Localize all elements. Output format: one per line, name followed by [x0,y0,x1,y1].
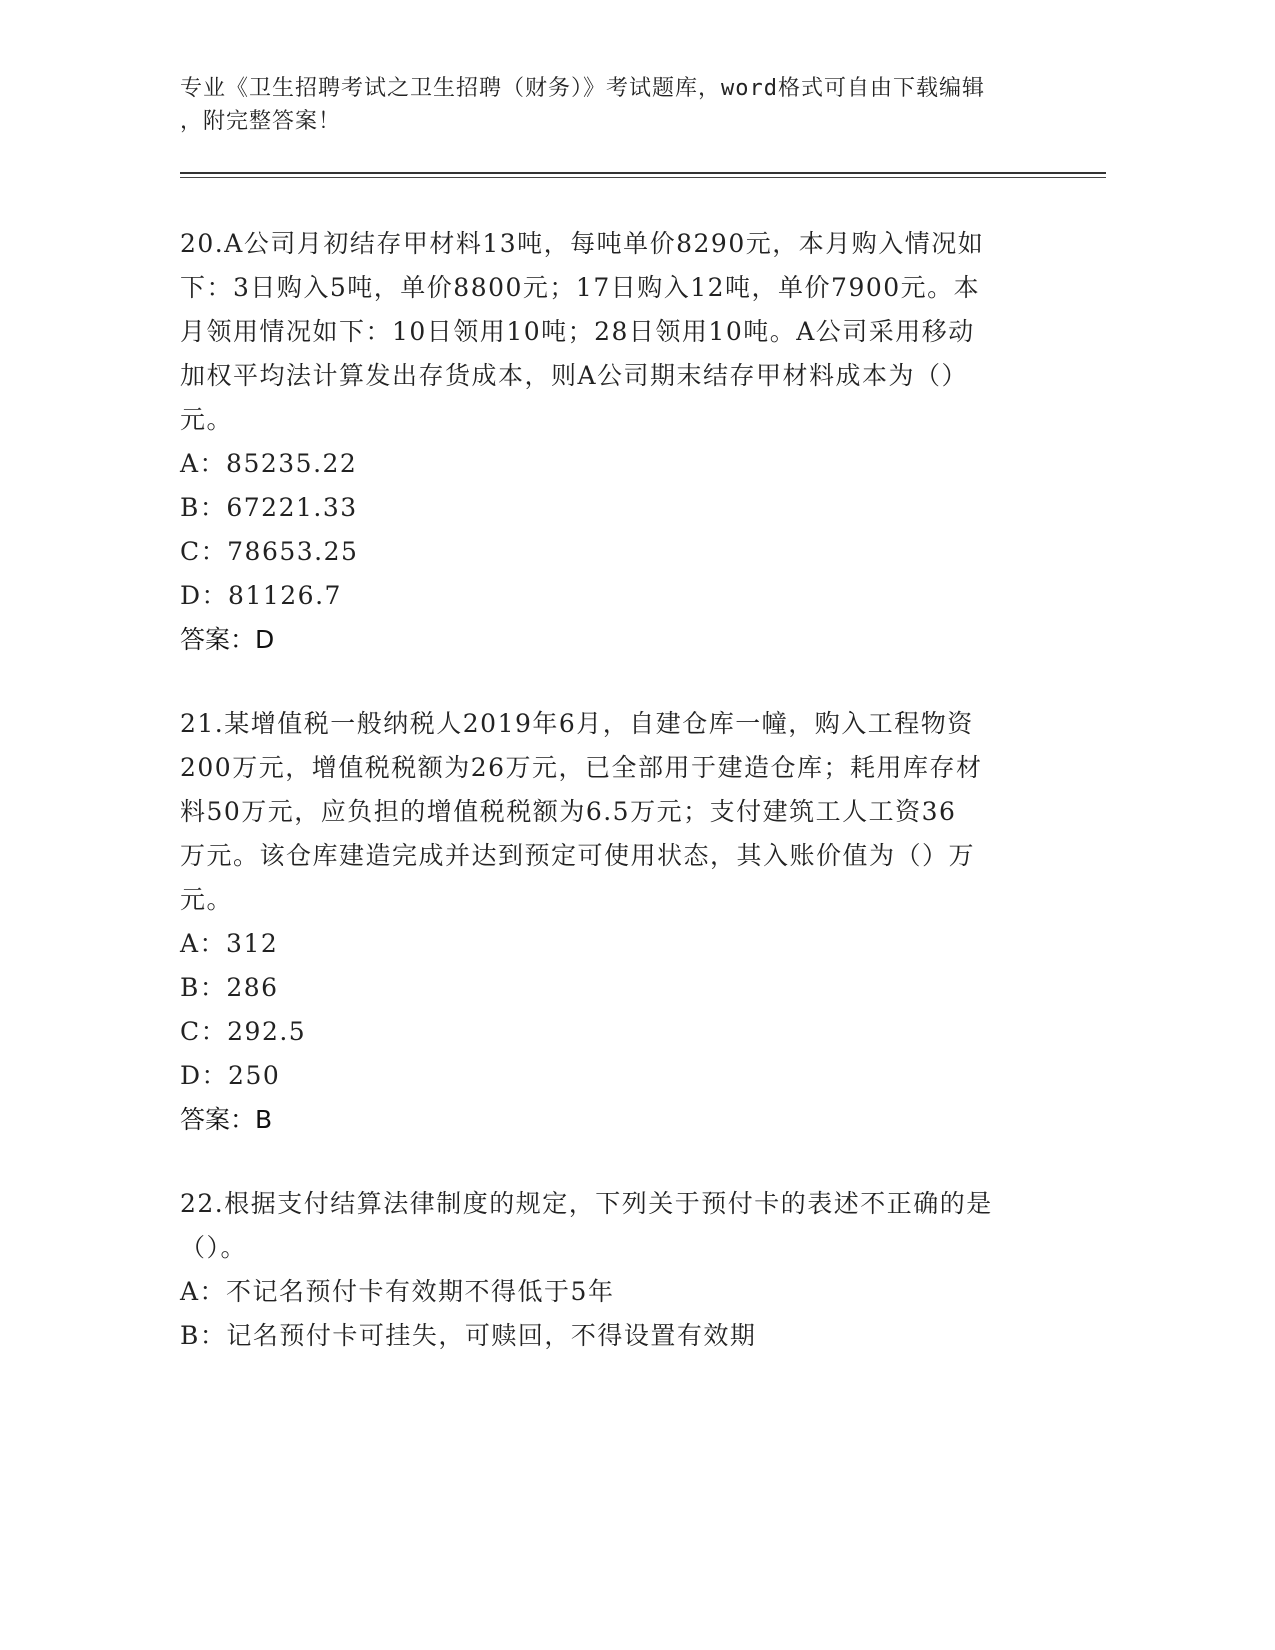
option-c: C：78653.25 [180,537,359,566]
question-text-line: 料50万元，应负担的增值税税额为6.5万元；支付建筑工人工资36 [180,797,957,826]
question-text-line: 元。 [180,885,234,914]
question-22 [180,1182,1030,1358]
option-a: A：不记名预付卡有效期不得低于5年 [180,1277,615,1306]
question-text-line: 月领用情况如下：10日领用10吨；28日领用10吨。A公司采用移动 [180,317,975,346]
answer-label: 答案：D [180,625,275,654]
option-a: A：312 [180,929,279,958]
document-header [180,72,1060,138]
question-text-line: 元。 [180,405,234,434]
question-text-line: 22.根据支付结算法律制度的规定，下列关于预付卡的表述不正确的是 [180,1189,993,1218]
question-21 [180,702,1030,1142]
option-b: B：286 [180,973,279,1002]
question-20 [180,222,1030,662]
question-text-line: 20.A公司月初结存甲材料13吨，每吨单价8290元，本月购入情况如 [180,229,985,258]
question-text-line: 万元。该仓库建造完成并达到预定可使用状态，其入账价值为（）万 [180,841,976,870]
option-b: B：67221.33 [180,493,358,522]
question-text-line: 21.某增值税一般纳税人2019年6月，自建仓库一幢，购入工程物资 [180,709,974,738]
option-b: B：记名预付卡可挂失，可赎回，不得设置有效期 [180,1321,757,1350]
question-text-line: 200万元，增值税税额为26万元，已全部用于建造仓库；耗用库存材 [180,753,983,782]
header-line-2: ，附完整答案！ [180,109,342,134]
question-text-line: 加权平均法计算发出存货成本，则A公司期末结存甲材料成本为（） [180,361,969,390]
option-d: D：250 [180,1061,281,1090]
question-text-line: （）。 [180,1233,248,1262]
header-divider-thin [180,177,1106,178]
header-divider-thick [180,172,1106,174]
answer-label: 答案：B [180,1105,273,1134]
option-d: D：81126.7 [180,581,342,610]
question-text-line: 下：3日购入5吨，单价8800元；17日购入12吨，单价7900元。本 [180,273,981,302]
option-c: C：292.5 [180,1017,307,1046]
option-a: A：85235.22 [180,449,358,478]
header-line-1: 专业《卫生招聘考试之卫生招聘（财务）》考试题库，word格式可自由下载编辑 [180,76,985,101]
